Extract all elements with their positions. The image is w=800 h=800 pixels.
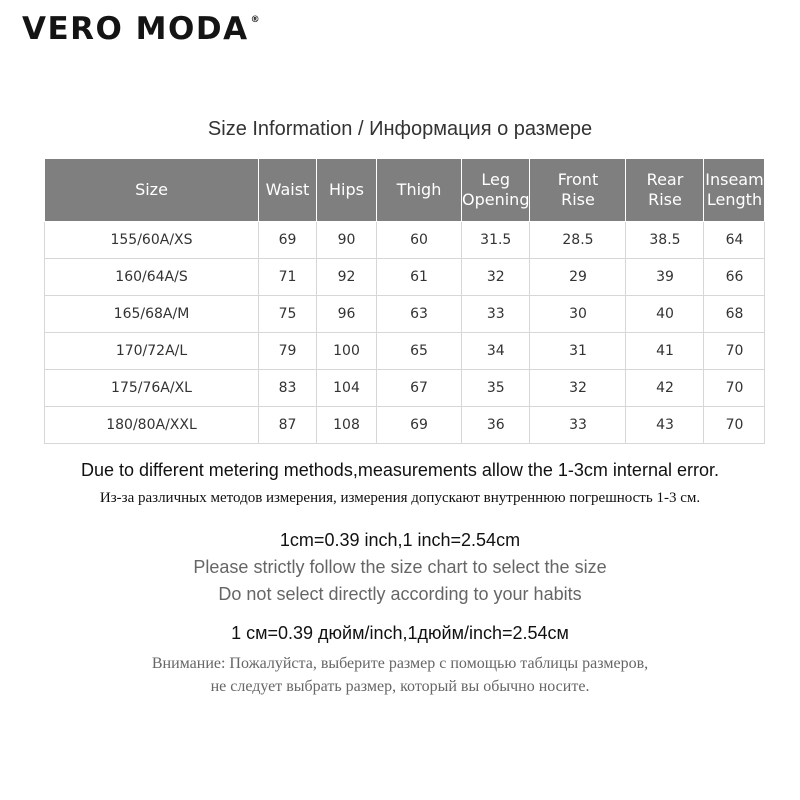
hips-cell: 90: [317, 222, 377, 259]
rear-rise-cell: 40: [626, 296, 704, 333]
size-cell: 170/72A/L: [45, 333, 259, 370]
rear-rise-cell: 43: [626, 407, 704, 444]
inseam-length-cell: 70: [704, 407, 765, 444]
table-row: [45, 296, 765, 333]
front-rise-cell: 29: [530, 259, 626, 296]
size-table-header-row: [45, 159, 765, 222]
table-row: [45, 333, 765, 370]
leg-opening-cell: 35: [462, 370, 530, 407]
size-cell: 175/76A/XL: [45, 370, 259, 407]
waist-cell: 71: [259, 259, 317, 296]
front-rise-cell: 33: [530, 407, 626, 444]
inseam-length-cell: 70: [704, 333, 765, 370]
registered-mark: ®: [250, 15, 260, 25]
size-advice-line-1: Please strictly follow the size chart to select the size: [193, 557, 607, 577]
unit-conversion-en: 1cm=0.39 inch,1 inch=2.54cm: [279, 530, 521, 550]
brand-logo: [22, 11, 260, 47]
header-thigh: Thigh: [377, 159, 462, 222]
front-rise-cell: 30: [530, 296, 626, 333]
inseam-length-cell: 70: [704, 370, 765, 407]
header-inseam-length: Inseam Length: [704, 159, 765, 222]
waist-cell: 69: [259, 222, 317, 259]
table-row: [45, 222, 765, 259]
size-advice-ru-line-2: не следует выбрать размер, который вы обычно носите.: [210, 678, 590, 695]
page-title: Size Information / Информация о размере: [207, 118, 593, 140]
measurement-error-note-en: Due to different metering methods,measurements allow the 1-3cm internal error.: [81, 460, 719, 480]
leg-opening-cell: 31.5: [462, 222, 530, 259]
size-cell: 155/60A/XS: [45, 222, 259, 259]
leg-opening-cell: 32: [462, 259, 530, 296]
waist-cell: 75: [259, 296, 317, 333]
size-cell: 160/64A/S: [45, 259, 259, 296]
table-row: [45, 370, 765, 407]
leg-opening-cell: 36: [462, 407, 530, 444]
hips-cell: 108: [317, 407, 377, 444]
measurement-error-note-ru: Из-за различных методов измерения, измерения допускают внутреннюю погрешность 1-3 см.: [99, 490, 701, 506]
hips-cell: 100: [317, 333, 377, 370]
header-rear-rise: Rear Rise: [626, 159, 704, 222]
unit-conversion-ru: 1 см=0.39 дюйм/inch,1дюйм/inch=2.54см: [231, 623, 569, 643]
hips-cell: 92: [317, 259, 377, 296]
size-cell: 165/68A/M: [45, 296, 259, 333]
size-advice-ru-line-1: Внимание: Пожалуйста, выберите размер с помощью таблицы размеров,: [151, 655, 649, 672]
header-leg-opening: Leg Opening: [462, 159, 530, 222]
size-table: [44, 158, 765, 444]
size-cell: 180/80A/XXL: [45, 407, 259, 444]
thigh-cell: 67: [377, 370, 462, 407]
brand-name: VERO MODA: [22, 11, 249, 47]
inseam-length-cell: 66: [704, 259, 765, 296]
front-rise-cell: 28.5: [530, 222, 626, 259]
hips-cell: 96: [317, 296, 377, 333]
table-row: [45, 407, 765, 444]
front-rise-cell: 31: [530, 333, 626, 370]
rear-rise-cell: 41: [626, 333, 704, 370]
thigh-cell: 61: [377, 259, 462, 296]
thigh-cell: 65: [377, 333, 462, 370]
header-front-rise: Front Rise: [530, 159, 626, 222]
front-rise-cell: 32: [530, 370, 626, 407]
table-row: [45, 259, 765, 296]
rear-rise-cell: 39: [626, 259, 704, 296]
rear-rise-cell: 38.5: [626, 222, 704, 259]
rear-rise-cell: 42: [626, 370, 704, 407]
inseam-length-cell: 64: [704, 222, 765, 259]
header-hips: Hips: [317, 159, 377, 222]
header-size: Size: [45, 159, 259, 222]
thigh-cell: 63: [377, 296, 462, 333]
inseam-length-cell: 68: [704, 296, 765, 333]
waist-cell: 87: [259, 407, 317, 444]
thigh-cell: 69: [377, 407, 462, 444]
size-advice-line-2: Do not select directly according to your habits: [218, 584, 582, 604]
waist-cell: 79: [259, 333, 317, 370]
thigh-cell: 60: [377, 222, 462, 259]
leg-opening-cell: 34: [462, 333, 530, 370]
hips-cell: 104: [317, 370, 377, 407]
leg-opening-cell: 33: [462, 296, 530, 333]
waist-cell: 83: [259, 370, 317, 407]
header-waist: Waist: [259, 159, 317, 222]
